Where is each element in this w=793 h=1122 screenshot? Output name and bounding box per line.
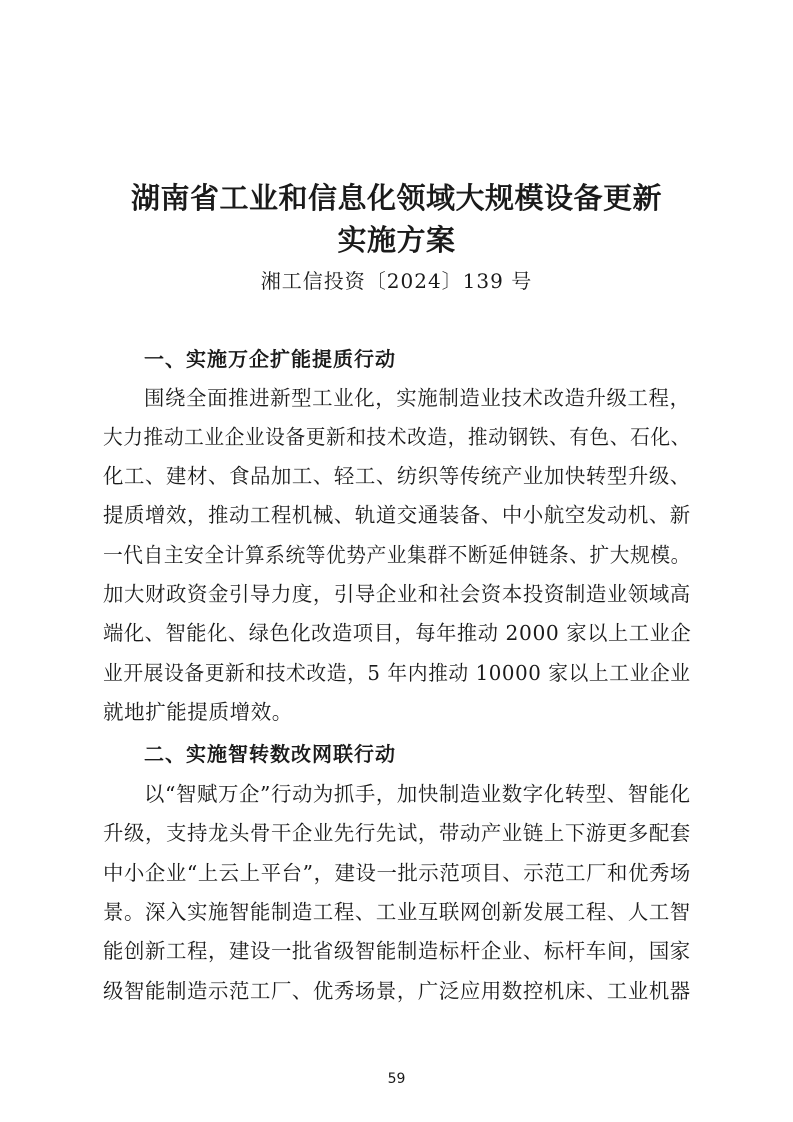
paragraph-line: 就地扩能提质增效。 — [103, 700, 293, 724]
paragraph-line: 提质增效，推动工程机械、轨道交通装备、中小航空发动机、新 — [103, 503, 691, 527]
page-number: 59 — [387, 1071, 406, 1087]
paragraph-line: 能创新工程，建设一批省级智能制造标杆企业、标杆车间，国家 — [103, 939, 691, 963]
document-number: 湘工信投资〔2024〕139 号 — [260, 269, 533, 293]
paragraph-line: 加大财政资金引导力度，引导企业和社会资本投资制造业领域高 — [103, 582, 691, 606]
paragraph-line: 化工、建材、食品加工、轻工、纺织等传统产业加快转型升级、 — [103, 464, 691, 488]
paragraph-line: 大力推动工业企业设备更新和技术改造，推动钢铁、有色、石化、 — [103, 425, 691, 449]
paragraph-line: 升级，支持龙头骨干企业先行先试，带动产业链上下游更多配套 — [103, 821, 691, 845]
paragraph-line: 端化、智能化、绿色化改造项目，每年推动 2000 家以上工业企 — [103, 621, 692, 645]
paragraph-line: 级智能制造示范工厂、优秀场景，广泛应用数控机床、工业机器 — [103, 979, 691, 1003]
document-title-line1: 湖南省工业和信息化领域大规模设备更新 — [130, 181, 662, 215]
section-heading-2: 二、实施智转数改网联行动 — [144, 742, 396, 766]
paragraph-line: 业开展设备更新和技术改造，5 年内推动 10000 家以上工业企业 — [103, 661, 691, 685]
paragraph-line: 以“智赋万企”行动为抓手，加快制造业数字化转型、智能化 — [144, 782, 691, 806]
paragraph-line: 一代自主安全计算系统等优势产业集群不断延伸链条、扩大规模。 — [103, 543, 691, 567]
document-title-line2: 实施方案 — [337, 223, 456, 257]
paragraph-line: 中小企业“上云上平台”，建设一批示范项目、示范工厂和优秀场 — [103, 861, 691, 885]
paragraph-line: 景。深入实施智能制造工程、工业互联网创新发展工程、人工智 — [103, 900, 691, 924]
section-heading-1: 一、实施万企扩能提质行动 — [144, 347, 396, 371]
paragraph-line: 围绕全面推进新型工业化，实施制造业技术改造升级工程， — [144, 386, 691, 410]
